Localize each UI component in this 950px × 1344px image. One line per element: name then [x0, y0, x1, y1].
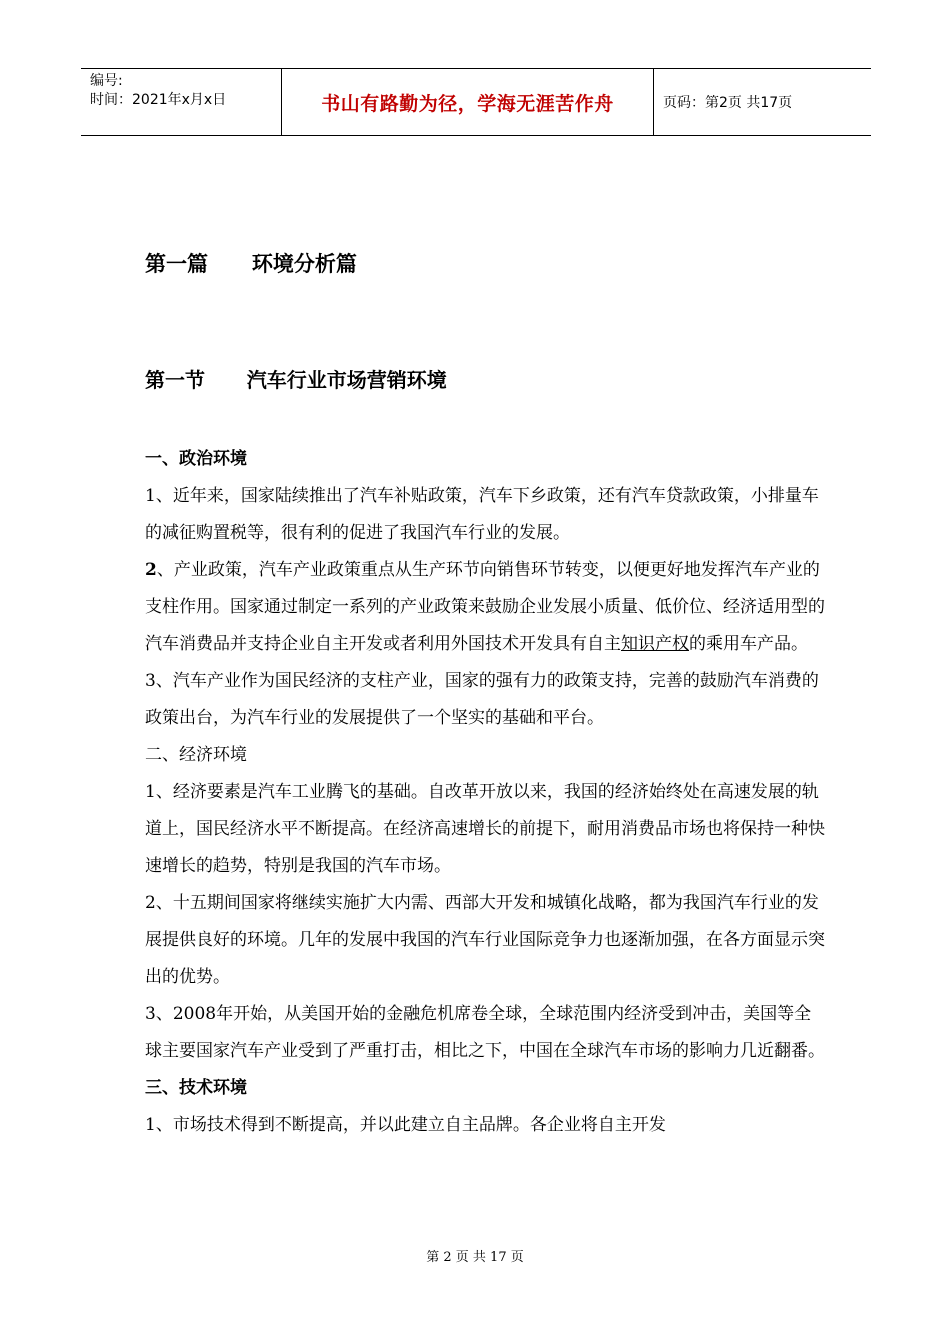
- header-page-info: 页码：第2页 共17页: [663, 95, 793, 111]
- date-label: 时间：2021年x月x日: [90, 92, 227, 108]
- paragraph-number: 2: [145, 560, 157, 580]
- paragraph: 1、经济要素是汽车工业腾飞的基础。自改革开放以来，我国的经济始终处在高速发展的轨道上，国民经济水平不断提高。在经济高速增长的前提下，耐用消费品市场也将保持一种快速增长的趋势，特别是我国的汽车市场。: [145, 782, 825, 876]
- paragraph-text: 的乘用车产品。: [689, 634, 808, 654]
- header-meta: [81, 69, 282, 135]
- paragraph-text: 、产业政策，汽车产业政策重点从生产环节向销售环节转变，以便更好地发挥汽车产业的支柱作用。国家通过制定一系列的产业政策来鼓励企业发展小质量、低价位、经济适用型的汽车消费品并支持企业自主开发或者利用外国技术开发具有自主: [145, 560, 825, 654]
- paragraph: 3、2008年开始，从美国开始的金融危机席卷全球，全球范围内经济受到冲击，美国等全球主要国家汽车产业受到了严重打击，相比之下，中国在全球汽车市场的影响力几近翻番。: [145, 1004, 825, 1061]
- paragraph: [145, 552, 825, 663]
- heading-technology: 三、技术环境: [145, 1078, 247, 1098]
- page-footer: 第 2 页 共 17 页: [426, 1250, 524, 1265]
- paragraph: 2、十五期间国家将继续实施扩大内需、西部大开发和城镇化战略，都为我国汽车行业的发展提供良好的环境。几年的发展中我国的汽车行业国际竞争力也逐渐加强，在各方面显示突出的优势。: [145, 893, 825, 987]
- paragraph: 1、市场技术得到不断提高，并以此建立自主品牌。各企业将自主开发: [145, 1115, 666, 1135]
- chapter-title: 第一篇 环境分析篇: [145, 252, 357, 276]
- ip-link[interactable]: 知识产权: [621, 634, 689, 654]
- document-body: [145, 441, 825, 1144]
- heading-political: 一、政治环境: [145, 449, 247, 469]
- header-motto: 书山有路勤为径，学海无涯苦作舟: [282, 69, 654, 135]
- paragraph: 1、近年来，国家陆续推出了汽车补贴政策，汽车下乡政策，还有汽车贷款政策，小排量车的减征购置税等，很有利的促进了我国汽车行业的发展。: [145, 486, 819, 543]
- number-label: 编号:: [90, 73, 123, 89]
- section-title: 第一节 汽车行业市场营销环境: [145, 368, 447, 392]
- heading-economic: 二、经济环境: [145, 745, 247, 765]
- paragraph: 3、汽车产业作为国民经济的支柱产业，国家的强有力的政策支持，完善的鼓励汽车消费的政策出台，为汽车行业的发展提供了一个坚实的基础和平台。: [145, 671, 819, 728]
- page-header: [81, 68, 871, 136]
